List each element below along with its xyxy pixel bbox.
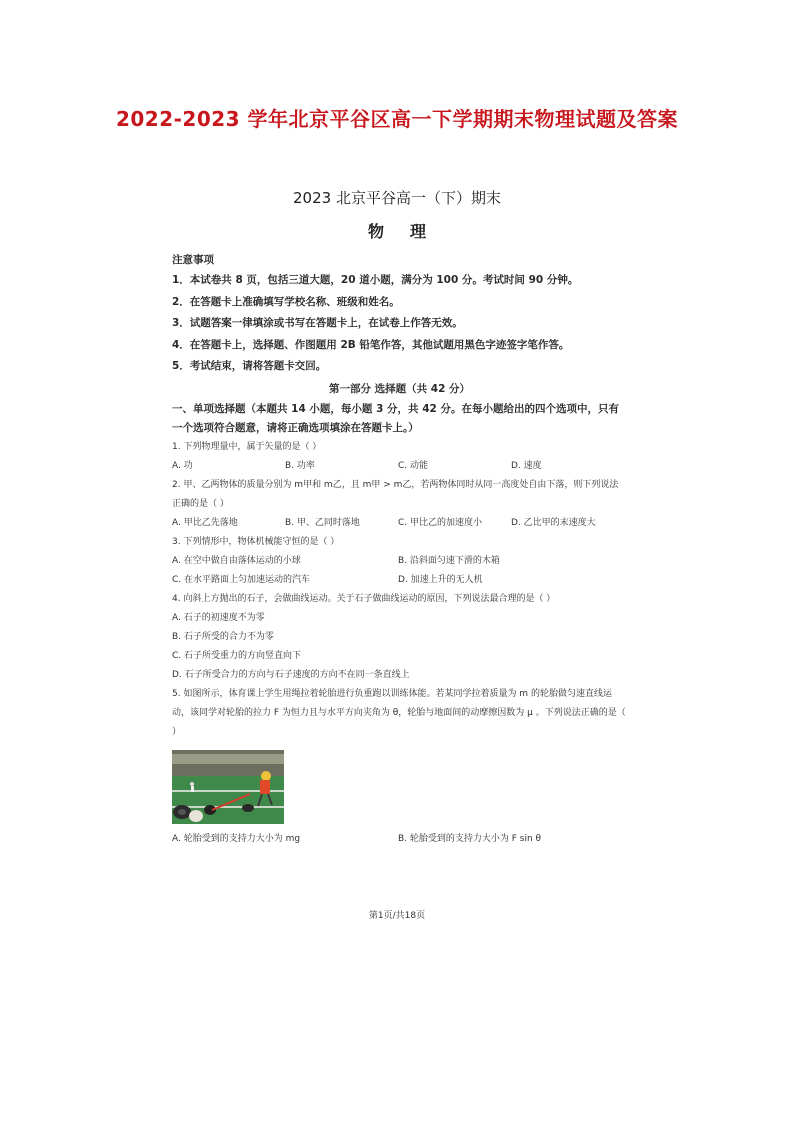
- exam-subtitle: 2023 北京平谷高一（下）期末: [293, 189, 501, 207]
- option: A. 在空中做自由落体运动的小球: [172, 555, 301, 566]
- option: B. 轮胎受到的支持力大小为 F sin θ: [398, 833, 542, 844]
- option: B. 甲、乙同时落地: [285, 517, 360, 528]
- question-3-options: [172, 571, 627, 590]
- question-1-options: [172, 457, 627, 476]
- notice-item: 5．考试结束，请将答题卡交回。: [172, 360, 327, 372]
- option: A. 轮胎受到的支持力大小为 mg: [172, 833, 301, 844]
- page-footer: 第1页/共18页: [368, 911, 426, 921]
- question-3-stem: 3. 下列情形中，物体机械能守恒的是（ ）: [172, 536, 340, 547]
- notice-item: 4．在答题卡上，选择题、作图题用 2B 铅笔作答，其他试题用黑色字迹签字笔作答。: [172, 338, 570, 351]
- option: C. 在水平路面上匀加速运动的汽车: [172, 574, 311, 585]
- option: A. 石子的初速度不为零: [172, 612, 265, 623]
- part-title: 第一部分 选择题（共 42 分）: [328, 382, 471, 395]
- question-5-options: [172, 830, 627, 849]
- option: C. 石子所受重力的方向竖直向下: [172, 650, 302, 661]
- option: D. 加速上升的无人机: [398, 574, 483, 585]
- option: B. 功率: [285, 460, 315, 471]
- question-5-stem: 5. 如图所示，体育课上学生用绳拉着轮胎进行负重跑以训练体能。若某同学拉着质量为 m 的轮胎做匀速直线运动，该同学对轮胎的拉力 F 为恒力且与水平方向夹角为 θ，轮胎与地面间的动摩擦因数为 μ 。下列说法正确的是（ ）: [172, 688, 626, 737]
- notice-item: 3．试题答案一律填涂或书写在答题卡上，在试卷上作答无效。: [172, 317, 463, 329]
- page-banner: 2022-2023 学年北京平谷区高一下学期期末物理试题及答案: [115, 107, 679, 131]
- tire-drag-photo: [172, 750, 284, 824]
- option: D. 乙比甲的末速度大: [511, 517, 596, 528]
- question-4-stem: 4. 向斜上方抛出的石子，会做曲线运动。关于石子做曲线运动的原因，下列说法最合理的是（ ）: [172, 593, 556, 604]
- question-1-stem: 1. 下列物理量中，属于矢量的是（ ）: [172, 441, 322, 452]
- question-2-stem: 2. 甲、乙两物体的质量分别为 m甲和 m乙，且 m甲 > m乙，若两物体同时从同一高度处自由下落，则下列说法正确的是（ ）: [172, 479, 619, 509]
- option: D. 速度: [511, 460, 542, 471]
- option: B. 石子所受的合力不为零: [172, 631, 274, 642]
- notice-title: 注意事项: [172, 254, 214, 266]
- notice-item: 1．本试卷共 8 页，包括三道大题，20 道小题，满分为 100 分。考试时间 90 分钟。: [172, 274, 579, 286]
- option: C. 甲比乙的加速度小: [398, 517, 483, 528]
- option: A. 功: [172, 460, 193, 471]
- option: C. 动能: [398, 460, 429, 471]
- notice-item: 2．在答题卡上准确填写学校名称、班级和姓名。: [172, 295, 400, 308]
- subject-title: 物理: [367, 222, 452, 241]
- option: D. 石子所受合力的方向与石子速度的方向不在同一条直线上: [172, 669, 410, 680]
- question-3-options: [172, 552, 627, 571]
- exam-content: [172, 250, 627, 849]
- option: A. 甲比乙先落地: [172, 517, 238, 528]
- question-2-options: [172, 514, 627, 533]
- option: B. 沿斜面匀速下滑的木箱: [398, 555, 500, 566]
- section-title: 一、单项选择题（本题共 14 小题，每小题 3 分，共 42 分。在每小题给出的四个选项中，只有一个选项符合题意，请将正确选项填涂在答题卡上。）: [172, 402, 619, 434]
